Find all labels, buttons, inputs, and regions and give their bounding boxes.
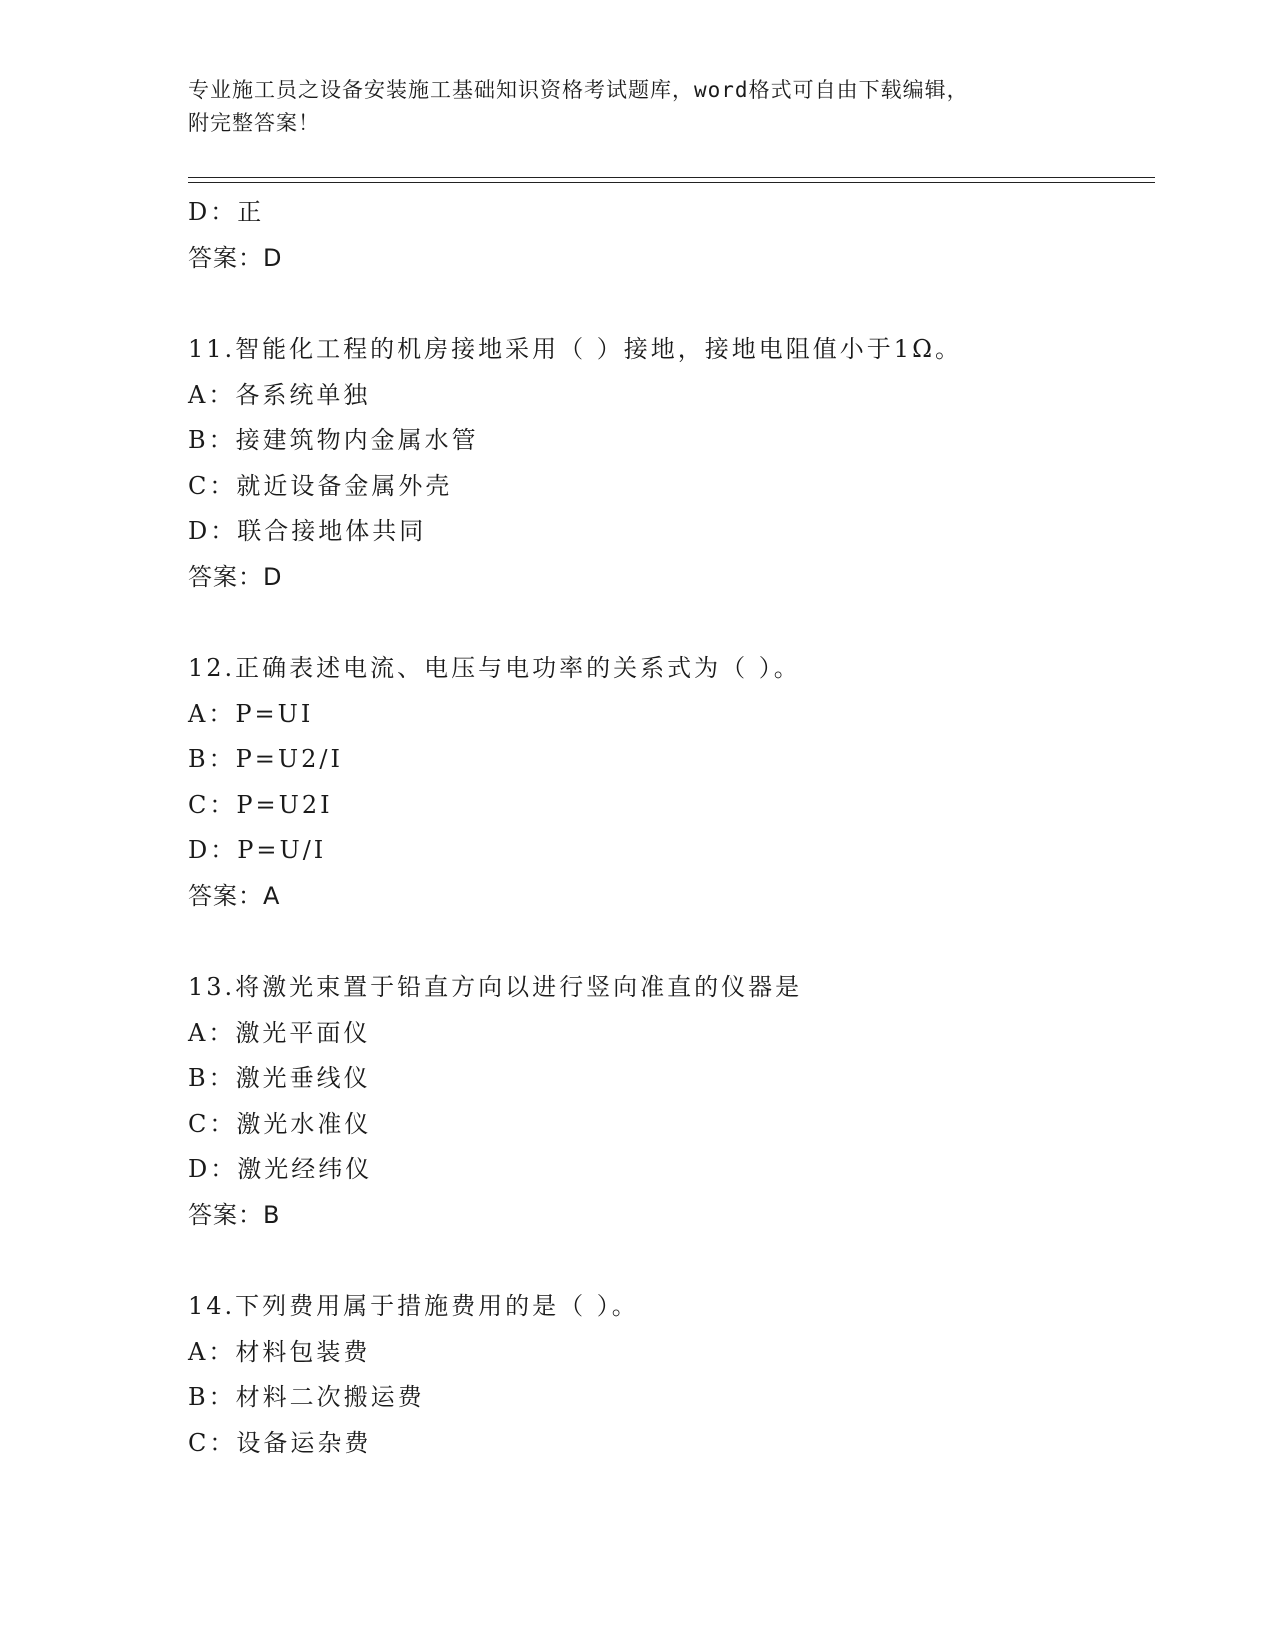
option-b: B：P=U2/I (188, 745, 343, 773)
option-b: B：接建筑物内金属水管 (188, 426, 479, 454)
question-11 (188, 327, 1148, 600)
answer-line: 答案：D (188, 243, 283, 272)
option-c: C：就近设备金属外壳 (188, 471, 453, 500)
option-b: B：材料二次搬运费 (188, 1383, 425, 1411)
option-a: A：各系统单独 (188, 380, 371, 409)
question-stem: 13.将激光束置于铅直方向以进行竖向准直的仪器是 (188, 973, 803, 1001)
header-divider-top (188, 177, 1155, 178)
question-list (188, 190, 1148, 1466)
spacer (188, 600, 1148, 646)
option-c: C：设备运杂费 (188, 1428, 372, 1457)
spacer (188, 1238, 1148, 1284)
document-header (188, 74, 1088, 140)
option-a: A：P=UI (188, 699, 314, 728)
option-d: D：激光经纬仪 (188, 1155, 373, 1183)
question-14 (188, 1284, 1148, 1466)
previous-question-tail (188, 190, 1148, 281)
spacer (188, 281, 1148, 327)
header-title-line-1: 专业施工员之设备安装施工基础知识资格考试题库，word格式可自由下载编辑， (188, 78, 969, 102)
question-stem: 14.下列费用属于措施费用的是（ ）。 (188, 1292, 639, 1320)
question-12 (188, 646, 1148, 919)
question-13 (188, 965, 1148, 1238)
answer-line: 答案：A (188, 881, 281, 910)
spacer (188, 919, 1148, 965)
option-d: D：正 (188, 198, 265, 226)
header-divider-bottom (188, 182, 1155, 183)
option-a: A：激光平面仪 (188, 1018, 371, 1047)
question-stem: 11.智能化工程的机房接地采用（ ）接地，接地电阻值小于1Ω。 (188, 335, 962, 363)
option-c: C：激光水准仪 (188, 1109, 372, 1138)
option-d: D：P=U/I (188, 836, 327, 864)
answer-line: 答案：D (188, 562, 283, 591)
header-title-line-2: 附完整答案！ (188, 111, 320, 135)
option-d: D：联合接地体共同 (188, 517, 427, 545)
option-c: C：P=U2I (188, 790, 333, 819)
answer-line: 答案：B (188, 1200, 281, 1229)
question-stem: 12.正确表述电流、电压与电功率的关系式为（ ）。 (188, 654, 801, 682)
option-b: B：激光垂线仪 (188, 1064, 371, 1092)
option-a: A：材料包装费 (188, 1337, 371, 1366)
